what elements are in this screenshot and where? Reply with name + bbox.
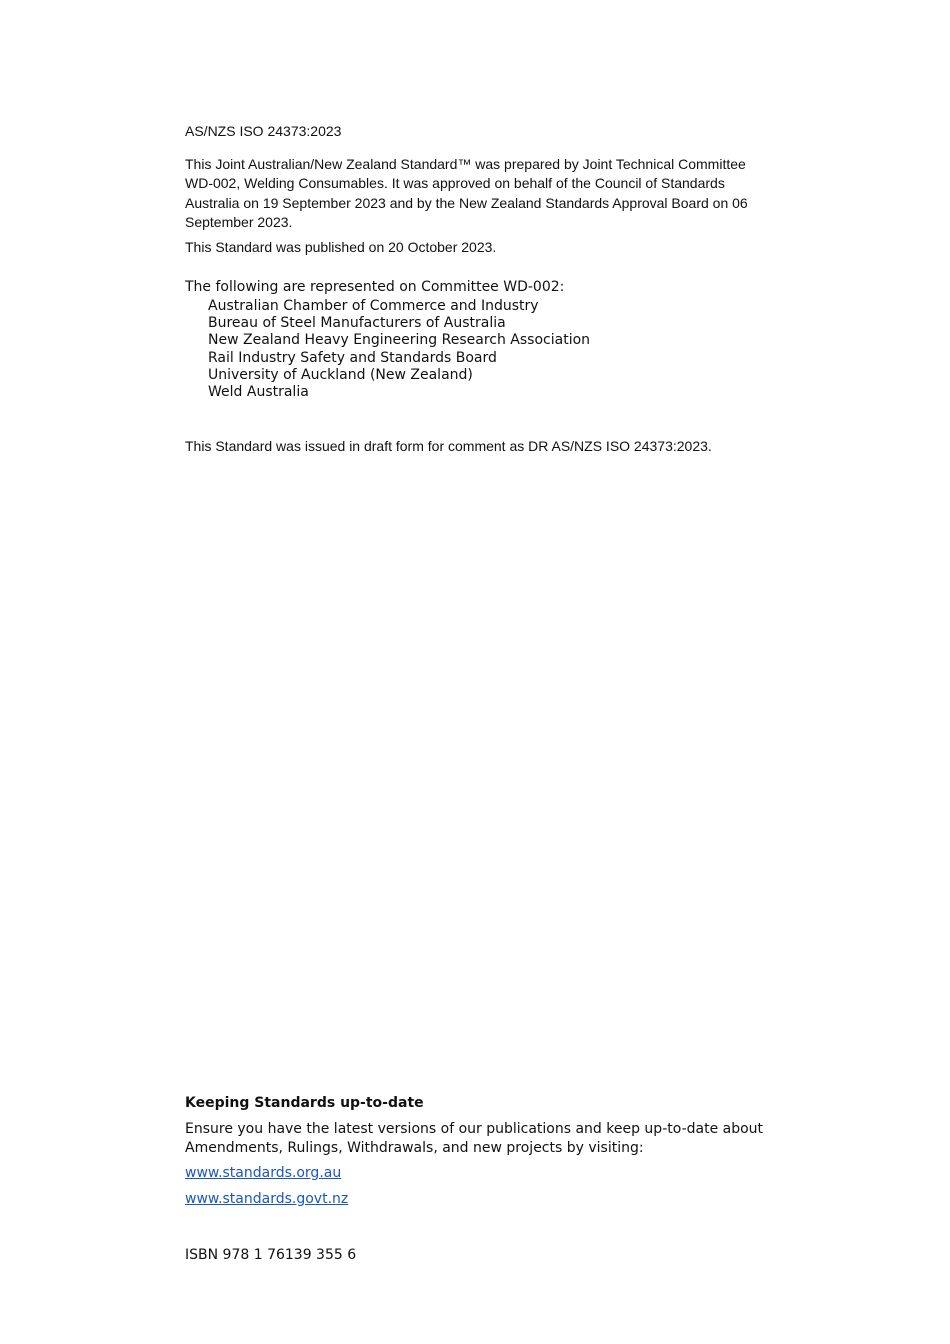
committee-member: Rail Industry Safety and Standards Board bbox=[208, 349, 497, 366]
draft-note: This Standard was issued in draft form for comment as DR AS/NZS ISO 24373:2023. bbox=[185, 438, 712, 454]
committee-member: Australian Chamber of Commerce and Industry bbox=[208, 298, 539, 314]
committee-member-list bbox=[208, 298, 590, 401]
committee-member: Bureau of Steel Manufacturers of Australia bbox=[208, 315, 506, 332]
committee-member: Weld Australia bbox=[208, 384, 309, 401]
standards-nz-link[interactable]: www.standards.govt.nz bbox=[185, 1191, 349, 1207]
keeping-standards-paragraph: Ensure you have the latest versions of our publications and keep up-to-date about Amendments, Rulings, Withdrawals, and new projects by visiting: bbox=[185, 1121, 764, 1156]
committee-member: New Zealand Heavy Engineering Research Association bbox=[208, 332, 591, 349]
standards-australia-link[interactable]: www.standards.org.au bbox=[185, 1165, 342, 1181]
committee-intro: The following are represented on Committee WD-002: bbox=[185, 279, 565, 295]
preparation-paragraph: This Joint Australian/New Zealand Standard™ was prepared by Joint Technical Committee WD-002, Welding Consumables. It was approved on behalf of the Council of Standards Australia on 19 September 2023 and by the New Zealand Standards Approval Board on 06 September 2023. bbox=[185, 156, 748, 230]
isbn: ISBN 978 1 76139 355 6 bbox=[185, 1247, 357, 1263]
keeping-standards-heading: Keeping Standards up-to-date bbox=[185, 1095, 424, 1111]
standard-identifier: AS/NZS ISO 24373:2023 bbox=[185, 123, 342, 139]
committee-member: University of Auckland (New Zealand) bbox=[208, 366, 473, 383]
publication-date-paragraph: This Standard was published on 20 October 2023. bbox=[185, 239, 497, 255]
